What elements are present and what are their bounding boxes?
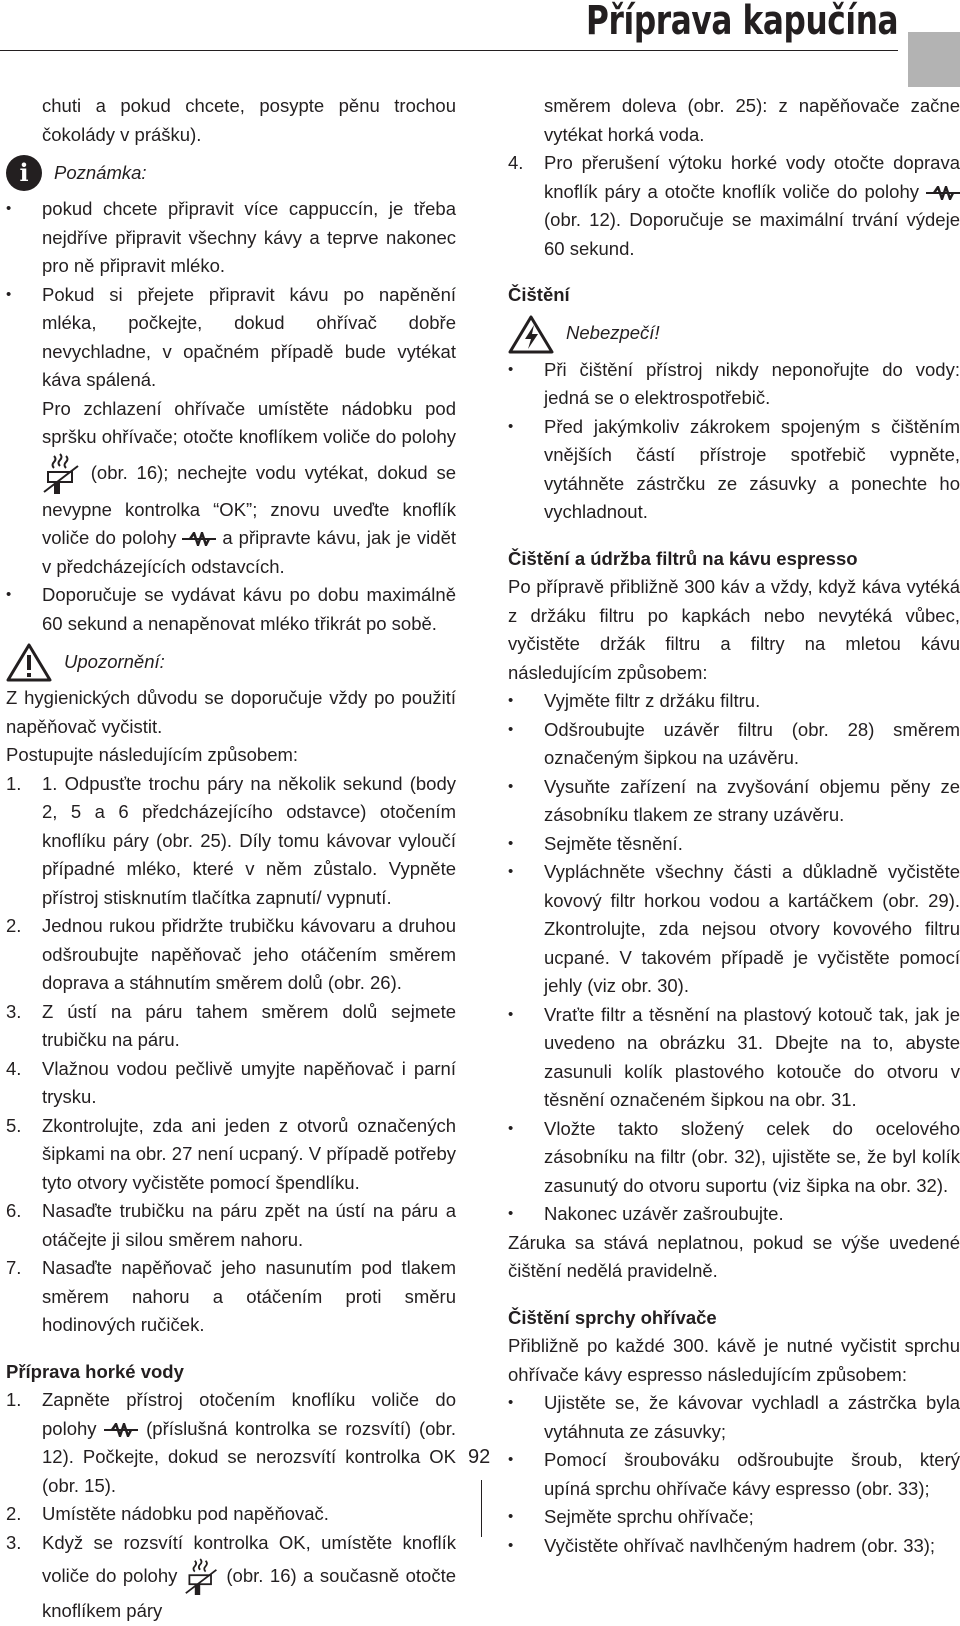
list-item: 6. Nasaďte trubičku na páru zpět na ústí na páru a otáčejte ji silou směrem nahoru. — [6, 1200, 456, 1250]
bullet: • — [6, 285, 12, 303]
list-item: • Pokud si přejete připravit kávu po napěnění mléka, počkejte, dokud ohřívač dobře nevychladne, v opačném případě bude vytékat káva spálená. — [6, 281, 456, 395]
page-number-rule — [481, 1480, 482, 1537]
list-item: • Vypláchněte všechny části a důkladně vyčistěte kovový filtr horkou vodou a kartáčkem (obr. 29). Zkontrolujte, zda nejsou otvory kovového filtru ucpané. V takovém případě je vyčistěte pomocí jehly (viz obr. 30). — [508, 858, 960, 1001]
warning-text: Z hygienických důvodu se doporučuje vždy po použití napěňovač vyčistit. — [6, 687, 456, 737]
electric-danger-icon — [508, 314, 554, 354]
cooling-paragraph: Pro zchlazení ohřívače umístěte nádobku pod spršku ohřívače; otočte knoflíkem voliče do polohy (obr. 16); nechejte vodu vytékat, dokud se nevypne kontrolka “OK”; znovu uveďte knoflík voliče do polohy a připravte kávu, jak je vidět v předcházejících odstavcích. — [42, 397, 456, 577]
list-item: • Vyjměte filtr z držáku filtru. — [508, 687, 960, 716]
left-column — [6, 92, 456, 1626]
note-heading — [6, 153, 456, 193]
list-item: • Doporučuje se vydávat kávu po dobu maximálně 60 sekund a nenapěnovat mléko třikrát po sobě. — [6, 581, 456, 638]
list-item: 2. Jednou rukou přidržte trubičku kávovaru a druhou odšroubujte napěňovač jeho otáčením směrem doprava a stáhnutím směrem dolů (obr. 26). — [6, 915, 456, 993]
header-rule — [0, 50, 898, 51]
list-item: • Sejměte sprchu ohřívače; — [508, 1503, 960, 1532]
list-item: • Ujistěte se, že kávovar vychladl a zástrčka byla vytáhnuta ze zásuvky; — [508, 1389, 960, 1446]
proceed-text: Postupujte následujícím způsobem: — [6, 744, 299, 765]
hot-water-icon — [104, 1423, 138, 1437]
bullet: • — [508, 1536, 514, 1554]
list-item: • Před jakýmkoliv zákrokem spojeným s čištěním vnějších částí přístroje spotřebič vypněte, vytáhněte zástrčku ze zásuvky a ponechte ho vychladnout. — [508, 413, 960, 527]
bullet: • — [508, 692, 514, 709]
bullet: • — [508, 863, 514, 880]
hot-water-icon — [926, 186, 960, 200]
intro-paragraph: chuti a pokud chcete, posypte pěnu trochou čokolády v prášku). — [42, 95, 456, 145]
list-item: • Při čištění přístroj nikdy neponořujte do vody: jedná se o elektrospotřebič. — [508, 356, 960, 413]
cleaning-heading: Čištění — [508, 284, 570, 305]
list-item: • Vyčistěte ohřívač navlhčeným hadrem (obr. 33); — [508, 1532, 960, 1561]
right-column — [508, 92, 960, 1560]
steam-icon — [42, 452, 82, 496]
list-item: 1. 1. Odpusťte trochu páry na několik sekund (body 2, 5 a 6 předcházejícího odstavce) otočením knoflíku páry (obr. 25). Díly tomu kávovar vyloučí případné mléko, které v něm zůstalo. Vypněte přístroj stisknutím tlačítka zapnutí/ vypnutí. — [6, 772, 456, 908]
list-item: 4. Vlažnou vodou pečlivě umyjte napěňovač i parní trysku. — [6, 1057, 456, 1107]
bullet: • — [508, 360, 514, 378]
note-label: Poznámka: — [54, 161, 147, 183]
list-item: • Pomocí šroubováku odšroubujte šroub, který upíná sprchu ohřívače kávy espresso (obr. 33); — [508, 1446, 960, 1503]
shower-intro: Přibližně po každé 300. kávě je nutné vyčistit sprchu ohřívače kávy espresso následujícím způsobem: — [508, 1335, 960, 1385]
bullet: • — [508, 417, 514, 435]
warranty-text: Záruka sa stává neplatnou, pokud se výše uvedené čištění nedělá pravidelně. — [508, 1231, 960, 1281]
list-item: • Sejměte těsnění. — [508, 830, 960, 859]
continued-paragraph: směrem doleva (obr. 25): z napěňovače začne vytékat horká voda. — [544, 95, 960, 145]
warning-heading — [6, 642, 456, 682]
warning-label: Upozornění: — [64, 650, 165, 672]
bullet: • — [508, 1508, 514, 1525]
list-item: • Vysuňte zařízení na zvyšování objemu pěny ze zásobníku tlakem ze strany uzávěru. — [508, 773, 960, 830]
info-icon: i — [6, 155, 42, 191]
hot-water-icon — [182, 532, 216, 546]
warning-triangle-icon — [6, 642, 52, 682]
filters-intro: Po přípravě přibližně 300 káv a vždy, když káva vytéká z držáku filtru po kapkách nebo nevytéká vůbec, vyčistěte držák filtru a filtry na mletou kávu následujícím způsobem: — [508, 576, 960, 683]
bullet: • — [6, 200, 12, 217]
page-number: 92 — [468, 1446, 491, 1468]
list-item: • pokud chcete připravit více cappuccín, je třeba nejdříve připravit všechny kávy a teprve nakonec pro ně připravit mléko. — [6, 195, 456, 281]
list-item: 3. Když se rozsvítí kontrolka OK, umístěte knoflík voliče do polohy (obr. 16) a současně otočte knoflíkem páry — [6, 1531, 457, 1621]
steam-icon — [184, 1557, 220, 1597]
page-title: Příprava kapučína — [585, 0, 898, 44]
shower-heading: Čištění sprchy ohřívače — [508, 1306, 717, 1328]
bullet: • — [508, 777, 514, 795]
bullet: • — [6, 586, 12, 603]
list-item: 4. Pro přerušení výtoku horké vody otočte doprava knoflík páry a otočte knoflík voliče do polohy (obr. 12). Doporučuje se maximální trvání výdeje 60 sekund. — [508, 152, 960, 259]
bullet: • — [508, 1005, 514, 1023]
danger-label: Nebezpečí! — [566, 322, 660, 344]
list-item: 7. Nasaďte napěňovač jeho nasunutím pod tlakem směrem nahoru a otáčením proti směru hodinových ručiček. — [6, 1257, 456, 1335]
danger-heading — [508, 314, 960, 354]
filters-heading: Čištění a údržba filtrů na kávu espresso — [508, 547, 858, 569]
list-item: 5. Zkontrolujte, zda ani jeden z otvorů označených šipkami na obr. 27 není ucpaný. V případě potřeby tyto otvory vyčistěte pomocí špendlíku. — [6, 1114, 456, 1193]
list-item: • Odšroubujte uzávěr filtru (obr. 28) směrem označeným šipkou na uzávěru. — [508, 716, 960, 773]
list-item: 3. Z ústí na páru tahem směrem dolů sejmete trubičku na páru. — [6, 1000, 456, 1050]
list-item: • Vraťte filtr a těsnění na plastový kotouč tak, jak je uvedeno na obrázku 31. Dbejte na to, abyste zasunuli kolík plastového kotouče do otvoru v těsnění označeném šipkou na obr. 31. — [508, 1001, 960, 1115]
list-item: 2. Umístěte nádobku pod napěňovač. — [6, 1503, 329, 1524]
hot-water-heading: Příprava horké vody — [6, 1360, 184, 1382]
list-item: • Nakonec uzávěr zašroubujte. — [508, 1200, 960, 1229]
bullet: • — [508, 1119, 514, 1137]
bullet: • — [508, 1451, 514, 1468]
bullet: • — [508, 720, 514, 738]
bullet: • — [508, 1205, 514, 1222]
bullet: • — [508, 834, 514, 852]
header-tab-block — [908, 32, 960, 87]
list-item: 1. Zapněte přístroj otočením knoflíku voliče do polohy (příslušná kontrolka se rozsvítí) (obr. 12). Počkejte, dokud se nerozsvítí kontrolka OK (obr. 15). — [6, 1389, 456, 1496]
bullet: • — [508, 1394, 514, 1411]
list-item: • Vložte takto složený celek do ocelového zásobníku na filtr (obr. 32), ujistěte se, že byl kolík zasunutý do otvoru suportu (viz šipka na obr. 32). — [508, 1115, 960, 1201]
